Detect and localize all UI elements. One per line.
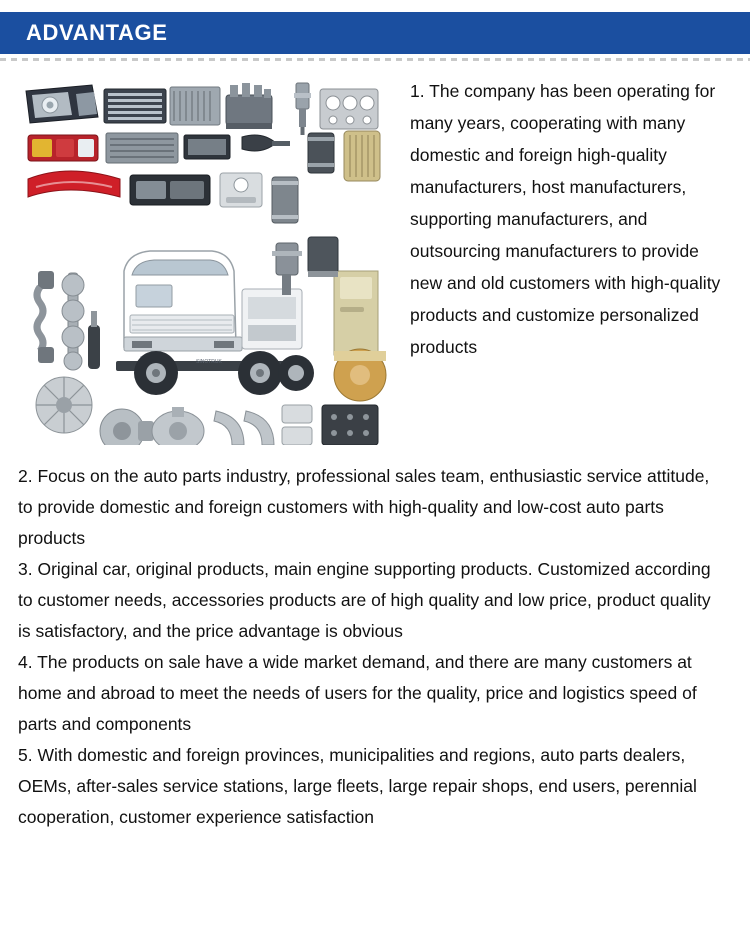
fuel-injection-pump-part [226, 83, 272, 129]
air-dryer-part [308, 237, 338, 277]
cabin-door-part [334, 271, 378, 355]
clutch-disc-part [36, 377, 92, 433]
headlamp-part [26, 85, 98, 123]
oil-filter-part [308, 133, 334, 173]
clutch-fan-part [334, 349, 386, 401]
collage-illustration [20, 75, 388, 445]
dashboard-panel-part [130, 175, 210, 205]
top-section [0, 61, 750, 445]
fuel-filter-part [272, 177, 298, 223]
cylinder-head-gasket-part [320, 89, 378, 129]
step-panel-part [106, 133, 230, 163]
section-banner [0, 12, 750, 54]
truck-spare-parts-collage [20, 75, 388, 445]
advantage-paragraphs [0, 445, 750, 833]
friction-plate-part [322, 405, 378, 445]
air-filter-part [344, 131, 380, 181]
paragraph-2: 2. Focus on the auto parts industry, professional sales team, enthusiastic service attitude, to provide domestic and foreign customers with high-quality and low-cost auto parts products [18, 466, 710, 548]
page-title: ADVANTAGE [26, 20, 168, 45]
tail-lamp-part [28, 135, 98, 161]
intro-paragraph: 1. The company has been operating for many years, cooperating with many domestic and foreign high-quality manufacturers, host manufacturers, supporting manufacturers, and outsourcing manufacturers to provide new and old customers with high-quality products and customize personalized products [410, 81, 721, 357]
paragraph-4: 4. The products on sale have a wide market demand, and there are many customers at home and abroad to meet the needs of users for the quality, price and logistics speed of parts and components [18, 652, 697, 734]
truck-sub-label: SINOTRUK [196, 359, 222, 365]
paragraph-5: 5. With domestic and foreign provinces, municipalities and regions, auto parts dealers, OEMs, after-sales service stations, large fleets, large repair shops, end users, perennial cooperation, customer experience satisfaction [18, 745, 697, 827]
paragraph-3: 3. Original car, original products, main engine supporting products. Customized according to customer needs, accessories products are of high quality and low price, product quality is satisfactory, and the price advantage is obvious [18, 559, 711, 641]
control-switch-part [220, 173, 262, 207]
grille-part [104, 87, 220, 125]
